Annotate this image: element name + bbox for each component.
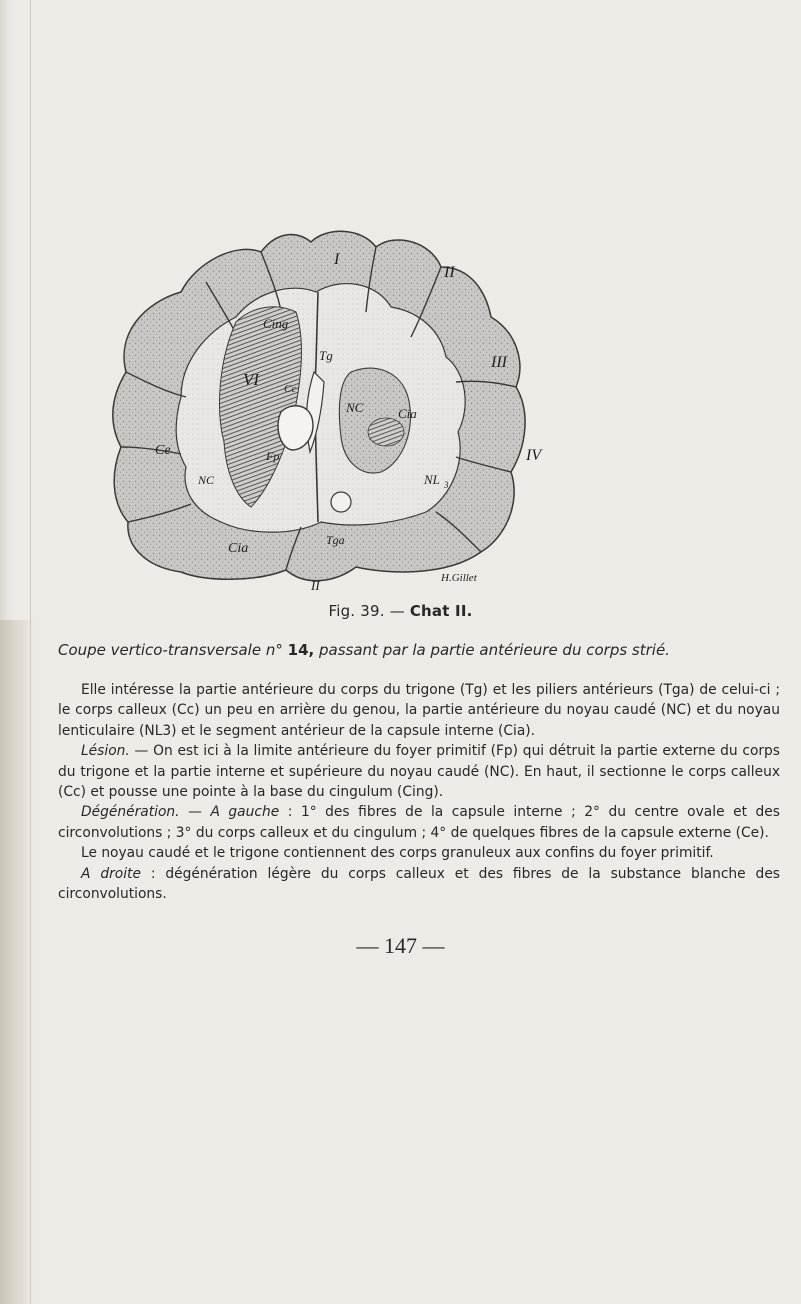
figure-label: [0, 602, 801, 620]
label-ce: Ce: [155, 443, 171, 458]
label-nc-right: NC: [346, 400, 364, 415]
label-cing: Cing: [263, 316, 289, 331]
degeneration-text: : 1° des fibres de la capsule interne ; 2° du centre ovale et des circonvolutions ; 3° du corps calleux et du cingulum ; 4° de quelques fibres de la capsule externe (Ce).: [58, 804, 780, 841]
caption-suffix: passant par la partie antérieure du corps strié.: [319, 641, 670, 659]
label-signature: H.Gillet: [441, 572, 477, 584]
paragraph-granular: Le noyau caudé et le trigone contiennent des corps granuleux aux confins du foyer primitif.: [81, 845, 714, 862]
degeneration-sep: —: [179, 804, 211, 821]
page-number: — 147 —: [356, 933, 445, 958]
label-cia-right: Cia: [398, 406, 417, 421]
figure-title: Chat II.: [409, 602, 473, 620]
lesion-text: — On est ici à la limite antérieure du foyer primitif (Fp) qui détruit la partie externe du corps du trigone et la partie interne et supérieure du noyau caudé (NC). En haut, il sectionne le corps calleux (Cc) et pousse une pointe à la base du cingulum (Cing).: [58, 743, 780, 801]
caption-number: 14,: [287, 641, 315, 659]
paragraph-right: [58, 864, 780, 905]
paragraph-intro: Elle intéresse la partie antérieure du corps du trigone (Tg) et les piliers antérieurs (Tga) de celui-ci ; le corps calleux (Cc) un peu en arrière du genou, la partie antérieure du noyau caudé (NC) et du noyau lenticulaire (NL3) et le segment antérieur de la capsule interne (Cia).: [58, 682, 780, 739]
label-cia-left: Cia: [228, 541, 249, 556]
figure-dash: —: [389, 602, 405, 620]
trigone-pillar: [331, 492, 351, 512]
label-tg: Tg: [319, 348, 333, 363]
label-iv: IV: [526, 447, 542, 464]
lesion-label: Lésion.: [81, 743, 130, 760]
label-iii: III: [491, 354, 507, 371]
label-nc-left: NC: [198, 473, 215, 487]
label-ii-bottom: II: [311, 578, 320, 593]
nucleus-fibers: [368, 418, 404, 446]
caption-prefix: Coupe vertico-transversale n°: [58, 641, 283, 659]
label-nl: NL: [424, 472, 440, 487]
label-fp: Fp: [266, 449, 280, 463]
figure-number: Fig. 39.: [328, 602, 385, 620]
page-edge-line: [30, 0, 31, 1304]
right-side-label: A droite: [81, 865, 141, 882]
label-cc: Cc: [284, 383, 297, 395]
paragraph-lesion: [58, 741, 780, 802]
body-text: [58, 680, 780, 904]
label-tga: Tga: [326, 533, 345, 547]
left-side-label: A gauche: [210, 804, 280, 821]
brain-section-figure: [86, 222, 546, 597]
label-nl-subscript: 3: [444, 480, 449, 490]
brain-section-drawing: [86, 222, 546, 597]
right-side-text: : dégénération légère du corps calleux et des fibres de la substance blanche des circonvolutions.: [58, 865, 780, 903]
label-i: I: [334, 251, 340, 268]
label-ii: II: [444, 264, 455, 281]
binding-fold: [0, 620, 34, 1304]
label-vi: VI: [243, 370, 260, 389]
degeneration-label: Dégénération.: [81, 804, 180, 821]
paragraph-degeneration: [58, 802, 780, 843]
caption: [58, 641, 758, 659]
